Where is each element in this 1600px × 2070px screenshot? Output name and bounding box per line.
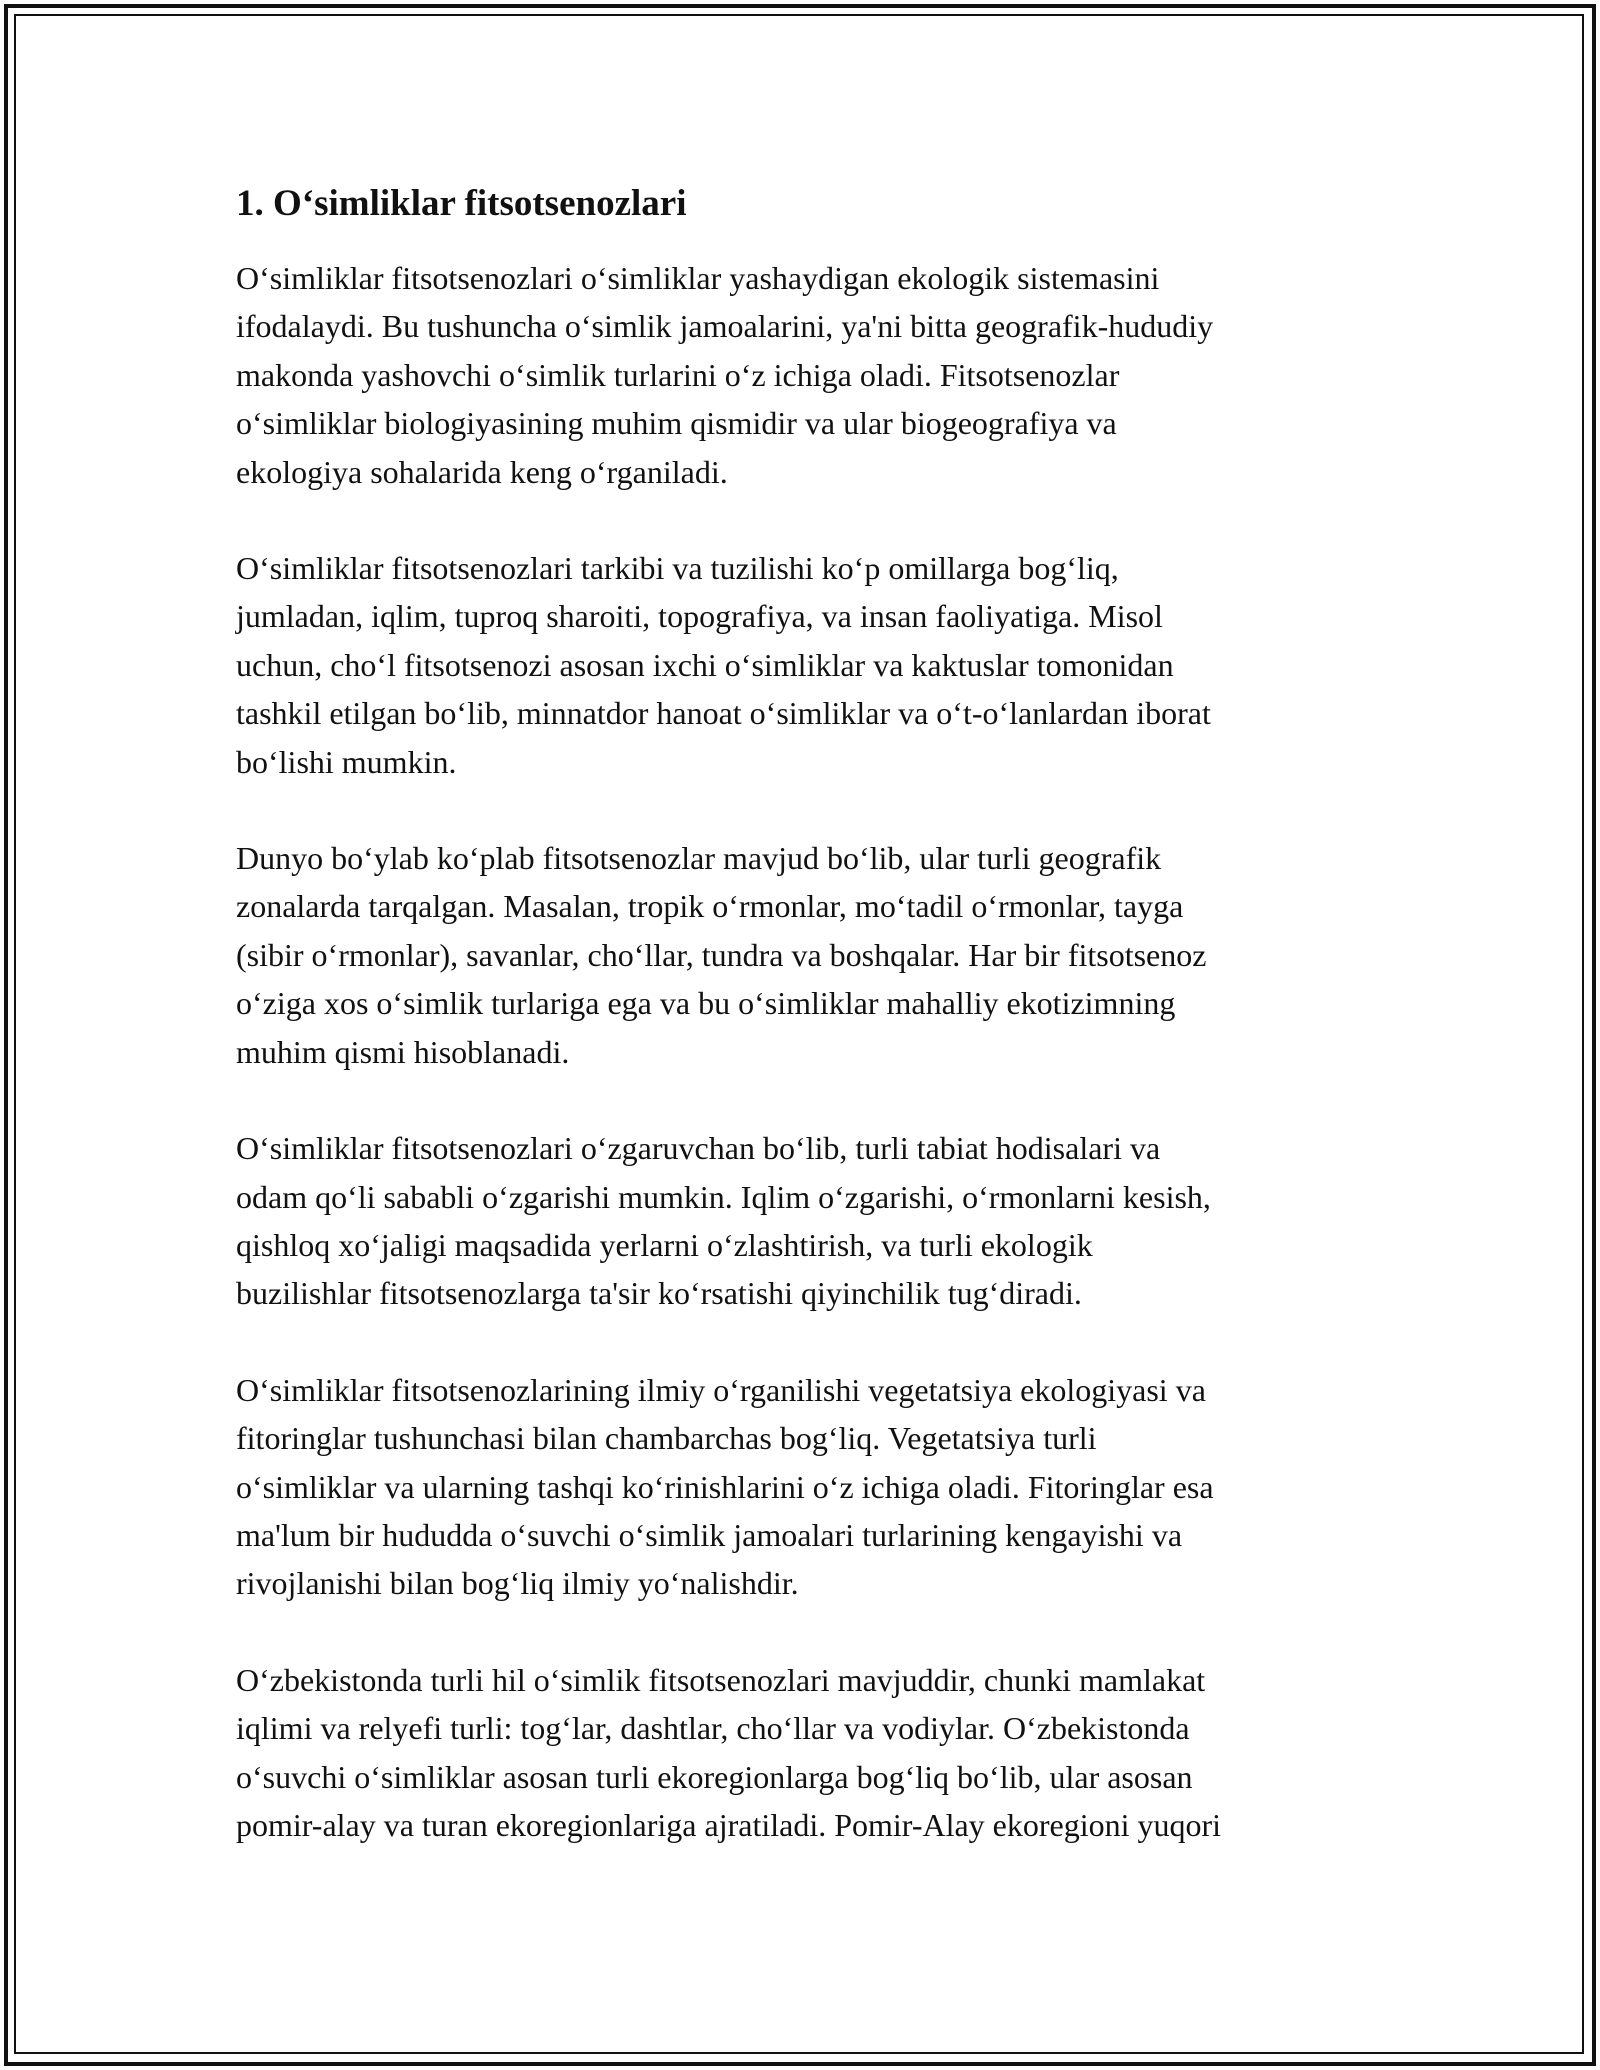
- text-line: O‘zbekistonda turli hil o‘simlik fitsotsenozlari mavjuddir, chunki mamlakat: [236, 1661, 1206, 1698]
- text-line: ma'lum bir hududda o‘suvchi o‘simlik jamoalari turlarining kengayishi va: [236, 1516, 1183, 1553]
- text-line: o‘simliklar biologiyasining muhim qismidir va ular biogeografiya va: [236, 405, 1117, 442]
- text-line: Dunyo bo‘ylab ko‘plab fitsotsenozlar mavjud bo‘lib, ular turli geografik: [236, 840, 1162, 877]
- paragraph-6: [236, 1656, 1376, 1850]
- paragraph-3: [236, 834, 1376, 1076]
- text-line: tashkil etilgan bo‘lib, minnatdor hanoat o‘simliklar va o‘t-o‘lanlardan iborat: [236, 695, 1211, 732]
- text-line: pomir-alay va turan ekoregionlariga ajratiladi. Pomir-Alay ekoregioni yuqori: [236, 1806, 1222, 1843]
- text-line: odam qo‘li sababli o‘zgarishi mumkin. Iqlim o‘zgarishi, o‘rmonlarni kesish,: [236, 1178, 1211, 1215]
- text-line: rivojlanishi bilan bog‘liq ilmiy yo‘nalishdir.: [236, 1565, 799, 1602]
- paragraph-2: [236, 544, 1376, 786]
- text-line: uchun, cho‘l fitsotsenozi asosan ixchi o‘simliklar va kaktuslar tomonidan: [236, 646, 1174, 683]
- text-line: fitoringlar tushunchasi bilan chambarchas bog‘liq. Vegetatsiya turli: [236, 1420, 1097, 1457]
- paragraph-5: [236, 1366, 1376, 1608]
- text-line: o‘ziga xos o‘simlik turlariga ega va bu o‘simliklar mahalliy ekotizimning: [236, 985, 1176, 1022]
- text-line: o‘suvchi o‘simliklar asosan turli ekoregionlarga bog‘liq bo‘lib, ular asosan: [236, 1758, 1193, 1795]
- text-line: bo‘lishi mumkin.: [236, 743, 457, 780]
- text-line: zonalarda tarqalgan. Masalan, tropik o‘rmonlar, mo‘tadil o‘rmonlar, tayga: [236, 888, 1184, 925]
- text-line: iqlimi va relyefi turli: tog‘lar, dashtlar, cho‘llar va vodiylar. O‘zbekistonda: [236, 1710, 1190, 1747]
- text-line: muhim qismi hisoblanadi.: [236, 1033, 570, 1070]
- document-body: [236, 180, 1376, 1897]
- paragraph-1: [236, 254, 1376, 496]
- text-line: qishloq xo‘jaligi maqsadida yerlarni o‘zlashtirish, va turli ekologik: [236, 1226, 1093, 1263]
- text-line: O‘simliklar fitsotsenozlarining ilmiy o‘rganilishi vegetatsiya ekologiyasi va: [236, 1371, 1206, 1408]
- paragraph-4: [236, 1124, 1376, 1318]
- text-line: O‘simliklar fitsotsenozlari tarkibi va tuzilishi ko‘p omillarga bog‘liq,: [236, 550, 1119, 587]
- text-line: ekologiya sohalarida keng o‘rganiladi.: [236, 453, 728, 490]
- text-line: O‘simliklar fitsotsenozlari o‘zgaruvchan bo‘lib, turli tabiat hodisalari va: [236, 1130, 1161, 1167]
- text-line: O‘simliklar fitsotsenozlari o‘simliklar yashaydigan ekologik sistemasini: [236, 260, 1160, 296]
- text-line: makonda yashovchi o‘simlik turlarini o‘z ichiga oladi. Fitsotsenozlar: [236, 356, 1120, 393]
- text-line: (sibir o‘rmonlar), savanlar, cho‘llar, tundra va boshqalar. Har bir fitsotsenoz: [236, 936, 1207, 973]
- text-line: jumladan, iqlim, tuproq sharoiti, topografiya, va insan faoliyatiga. Misol: [236, 598, 1163, 635]
- section-heading: 1. O‘simliklar fitsotsenozlari: [236, 183, 687, 224]
- text-line: buzilishlar fitsotsenozlarga ta'sir ko‘rsatishi qiyinchilik tug‘diradi.: [236, 1275, 1082, 1312]
- text-line: ifodalaydi. Bu tushuncha o‘simlik jamoalarini, ya'ni bitta geografik-hududiy: [236, 308, 1214, 345]
- text-line: o‘simliklar va ularning tashqi ko‘rinishlarini o‘z ichiga oladi. Fitoringlar esa: [236, 1468, 1214, 1505]
